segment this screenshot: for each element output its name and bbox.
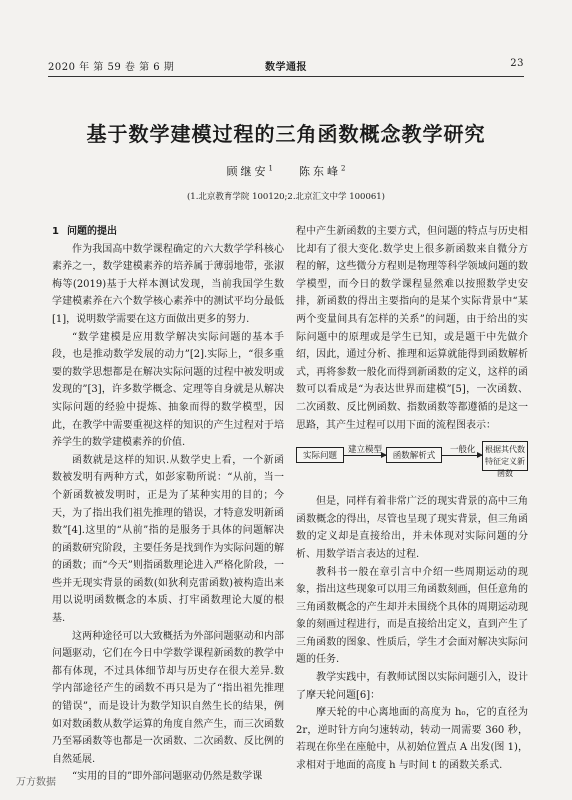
section-number: 1 — [52, 226, 59, 237]
flow-box-real-problem: 实际问题 — [296, 447, 344, 463]
paragraph: 作为我国高中数学课程确定的六大数学学科核心素养之一，数学建模素养的培养属于薄弱地带，张淑梅等(2019)基于大样本测试发现，当前我国学生数学建模素养在六个数学核心素养中的测试平均分最低[1]，说明数学需要在这方面做出更多的努力. — [52, 243, 284, 325]
flow-box-define-new-function: 根据其代数特征定义新函数 — [482, 441, 528, 471]
header-page-number: 23 — [510, 58, 524, 69]
footer-watermark: 万方数据 — [16, 777, 56, 788]
flow-arrow-1-label: 建立模型 — [348, 445, 383, 456]
paragraph: “数学建模是应用数学解决实际问题的基本手段，也是推动数学发展的动力”[2].实际上，“很多重要的数学思想都是在解决实际问题的过程中被发明或发现的”[3]，许多数学概念、定理等自身就是从解决实际问题的经验中提炼、抽象而得的数学模型，因此，在教学中需要重视这样的知识的产生过程对于培养学生的数学建模素养的价值. — [52, 331, 284, 449]
author-2: 陈东峰 — [299, 165, 341, 178]
section-title: 问题的提出 — [66, 226, 117, 237]
flow-box-function-expression: 函数解析式 — [386, 447, 442, 463]
flowchart — [296, 441, 528, 479]
paragraph: 这两种途径可以大致概括为外部问题驱动和内部问题驱动，它们在今日中学数学课程新函数的教学中都有体现，不过具体细节却与历史存在很大差异.数学内部途径产生的函数不再只是为了“指出祖先推理的错误”，而是设计为数学知识自然生长的结果，例如对数函数从数学运算的角度自然产生，而三次函数乃至幂函数等也都是一次函数、二次函数、反比例的自然延展. — [52, 630, 284, 765]
author-2-affil-mark: 2 — [341, 164, 346, 173]
paragraph: “实用的目的”即外部问题驱动仍然是数学课 — [72, 771, 263, 783]
paragraph: 摩天轮的中心离地面的高度为 h₀，它的直径为 2r，逆时针方向匀速转动，转动一周需要 360 秒，若现在你坐在座舱中，从初始位置点 A 出发(图 1)，求相对于地面的高度 h 与时间 t 的函数关系式. — [296, 707, 528, 772]
left-column — [52, 223, 284, 786]
right-column — [296, 223, 528, 775]
paragraph: 程中产生新函数的主要方式，但问题的特点与历史相比却有了很大变化.数学史上很多新函数来自微分方程的解，这些微分方程则是物理等科学领域问题的数学模型，而今日的数学课程显然难以按照数学史安排，新函数的得出主要指向的是某个实际背景中“某两个变量间具有怎样的关系”的问题，由于给出的实际问题中的原理或是学生已知，或是题干中先做介绍，因此，通过分析、推理和运算就能得到函数解析式，再将参数一般化而得到新函数的定义，这样的函数可以看成是“为表达世界而建模”[5]，一次函数、二次函数、反比例函数、指数函数等都遵循的是这一思路，其产生过程可以用下面的流程图表示： — [296, 226, 528, 431]
running-header — [48, 58, 524, 74]
paragraph: 函数就是这样的知识.从数学史上看，一个新函数被发明有两种方式，如彭家勒所说：“从前，当一个新函数被发明时，正是为了某种实用的目的；今天，为了指出我们祖先推理的错误，才特意发明新函数”[4].这里的“从前”指的是服务于具体的问题解决的函数研究阶段，主要任务是找到作为实际问题的解的函数；而“今天”则指函数理论进入严格化阶段，一些并无现实背景的函数(如狄利克雷函数)被构造出来用以说明函数概念的本质、打牢函数理论大厦的根基. — [52, 454, 284, 625]
affiliation-line: (1.北京教育学院 100120;2.北京汇文中学 100061) — [186, 192, 386, 202]
author-1: 顾继安 — [226, 165, 269, 178]
paragraph: 但是，同样有着非常广泛的现实背景的高中三角函数概念的得出，尽管也呈现了现实背景，但三角函数的定义却是直接给出，并未体现对实际问题的分析、用数学语言表达的过程. — [296, 496, 528, 560]
section-heading — [52, 223, 284, 241]
author-1-affil-mark: 1 — [268, 164, 273, 173]
paragraph: 教学实践中，有教师试图以实际问题引入，设计了摩天轮问题[6]： — [296, 672, 528, 701]
header-journal-name: 数学通报 — [265, 62, 307, 73]
paragraph: 教科书一般在章引言中介绍一些周期运动的现象，指出这些现象可以用三角函数刻画，但任意角的三角函数概念的产生却并未围绕个具体的周期运动现象的刻画过程进行，而是直接给出定义，直到产生了三角函数的图象、性质后，学生才会面对解决实际问题的任务. — [296, 566, 528, 666]
header-issue-info: 2020 年 第 59 卷 第 6 期 — [48, 62, 175, 73]
article-title: 基于数学建模过程的三角函数概念教学研究 — [86, 122, 486, 146]
header-rule — [48, 76, 524, 77]
author-line — [0, 163, 572, 179]
flow-arrow-2-label: 一般化 — [450, 445, 476, 456]
